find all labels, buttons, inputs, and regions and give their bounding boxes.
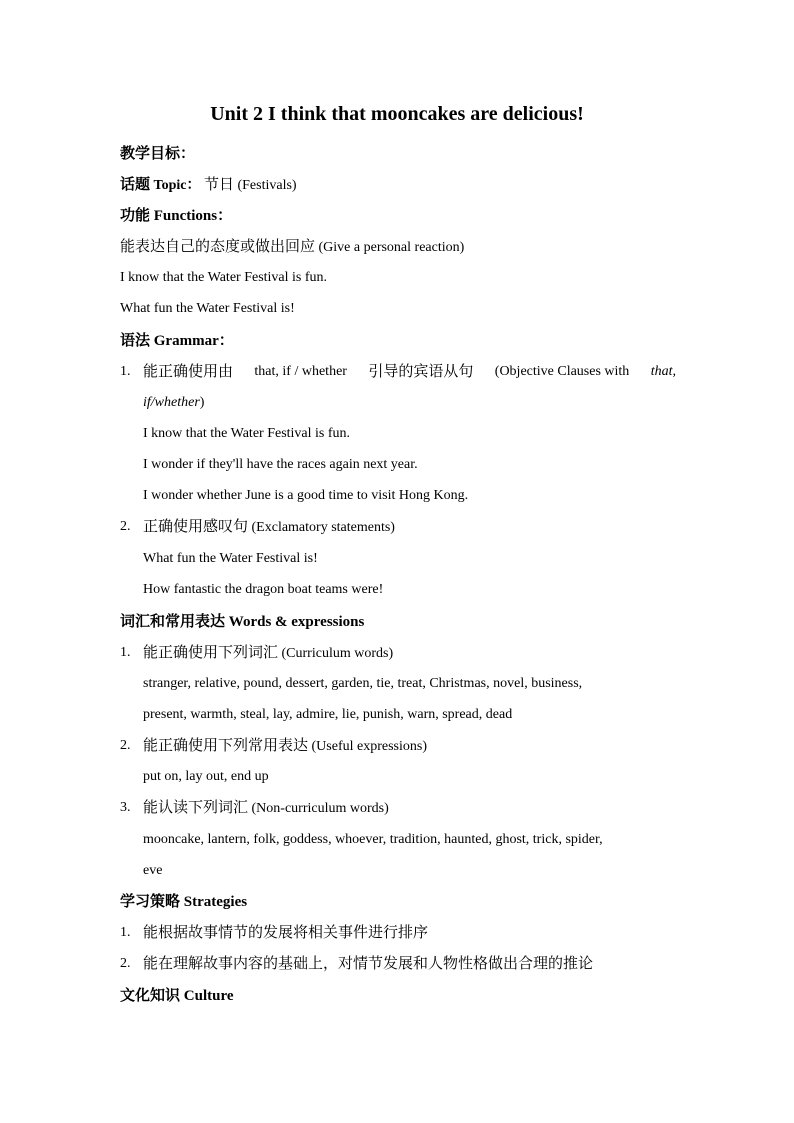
functions-example-1: I know that the Water Festival is fun. — [120, 270, 328, 285]
grammar-item-2-cn: 正确使用感叹句 — [143, 519, 249, 535]
words-item-1-cn: 能正确使用下列词汇 — [143, 645, 279, 661]
functions-desc-cn: 能表达自己的态度或做出回应 — [120, 239, 316, 255]
grammar-item-1 — [143, 362, 676, 382]
grammar-example: I wonder if they'll have the races again next year. — [143, 457, 418, 472]
grammar-example: How fantastic the dragon boat teams were! — [143, 582, 384, 597]
words-item-2-line-1: put on, lay out, end up — [143, 769, 269, 784]
topic-label-cn: 话题 — [120, 177, 151, 193]
words-heading — [120, 612, 676, 632]
functions-example-2: What fun the Water Festival is! — [120, 301, 295, 316]
grammar-example: I know that the Water Festival is fun. — [143, 426, 351, 441]
words-item-2-number: 2. — [120, 738, 131, 753]
strategies-item-1: 能根据故事情节的发展将相关事件进行排序 — [143, 925, 429, 941]
strategies-heading-cn: 学习策略 — [120, 894, 181, 910]
culture-heading — [120, 986, 676, 1006]
grammar-heading-en: Grammar： — [153, 333, 234, 349]
grammar-item-1-en-b: (Objective Clauses with — [494, 364, 630, 379]
words-item-2 — [143, 736, 676, 757]
functions-heading-en: Functions： — [153, 208, 233, 224]
grammar-example: What fun the Water Festival is! — [143, 551, 318, 566]
functions-desc — [120, 237, 676, 258]
words-item-3 — [143, 798, 676, 819]
strategies-item-2-number: 2. — [120, 956, 131, 971]
words-item-3-cn: 能认读下列词汇 — [143, 800, 249, 816]
words-item-1-number: 1. — [120, 645, 131, 660]
strategies-item-2: 能在理解故事内容的基础上，对情节发展和人物性格做出合理的推论 — [143, 956, 594, 972]
topic-value-en: (Festivals) — [237, 178, 297, 193]
objectives-heading: 教学目标： — [120, 146, 196, 162]
grammar-item-2 — [143, 517, 676, 538]
topic-label-en: Topic： — [153, 178, 201, 193]
words-item-3-line-2: eve — [143, 863, 163, 878]
words-item-1-line-1: stranger, relative, pound, dessert, garden, tie, treat, Christmas, novel, business, — [143, 676, 583, 691]
words-item-1 — [143, 643, 676, 664]
words-item-2-en: (Useful expressions) — [311, 739, 427, 754]
grammar-example: I wonder whether June is a good time to visit Hong Kong. — [143, 488, 469, 503]
strategies-item-1-number: 1. — [120, 925, 131, 940]
grammar-item-2-en: (Exclamatory statements) — [251, 520, 395, 535]
words-item-3-number: 3. — [120, 800, 131, 815]
words-item-2-cn: 能正确使用下列常用表达 — [143, 738, 309, 754]
grammar-heading-cn: 语法 — [120, 333, 151, 349]
grammar-item-1-en-b-italic: that, — [650, 364, 676, 379]
topic-value-cn: 节日 — [203, 177, 234, 193]
words-item-3-en: (Non-curriculum words) — [251, 801, 389, 816]
grammar-item-1-en-a: that, if / whether — [254, 364, 347, 379]
grammar-item-2-number: 2. — [120, 519, 131, 534]
topic-line — [120, 175, 676, 196]
strategies-heading — [120, 892, 676, 912]
functions-desc-en: (Give a personal reaction) — [318, 240, 465, 255]
culture-heading-cn: 文化知识 — [120, 988, 181, 1004]
grammar-item-1-cont-end: ) — [199, 395, 205, 410]
grammar-item-1-number: 1. — [120, 364, 131, 379]
page-title: Unit 2 I think that mooncakes are delicious! — [210, 103, 584, 125]
functions-heading-cn: 功能 — [120, 208, 151, 224]
grammar-item-1-cn-a: 能正确使用由 — [143, 364, 234, 380]
words-heading-cn: 词汇和常用表达 — [120, 614, 226, 630]
grammar-heading — [120, 331, 676, 351]
words-item-1-en: (Curriculum words) — [281, 646, 394, 661]
grammar-item-1-cont-italic: if/whether — [143, 395, 200, 410]
words-item-3-line-1: mooncake, lantern, folk, goddess, whoever, tradition, haunted, ghost, trick, spider, — [143, 832, 603, 847]
words-item-1-line-2: present, warmth, steal, lay, admire, lie, punish, warn, spread, dead — [143, 707, 513, 722]
grammar-item-1-row — [143, 362, 676, 382]
grammar-item-1-continuation — [143, 393, 676, 413]
strategies-heading-en: Strategies — [183, 894, 248, 910]
grammar-item-1-cn-b: 引导的宾语从句 — [368, 364, 474, 380]
culture-heading-en: Culture — [183, 988, 234, 1004]
functions-heading — [120, 206, 676, 226]
words-heading-en: Words & expressions — [228, 614, 365, 630]
